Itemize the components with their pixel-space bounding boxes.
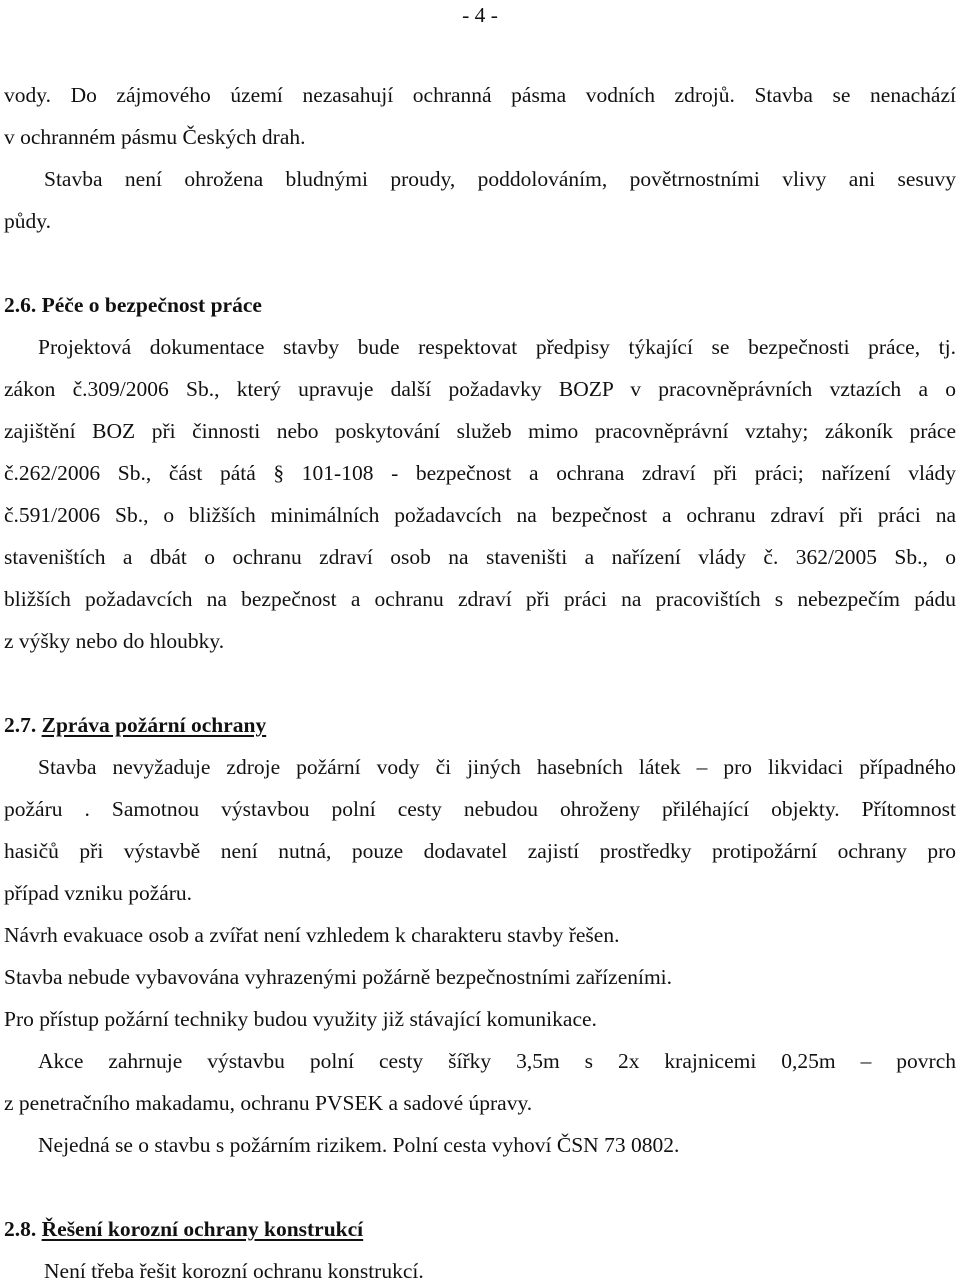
- text-line: č.591/2006 Sb., o bližších minimálních požadavcích na bezpečnost a ochranu zdraví při práci na: [4, 503, 956, 527]
- text-line: Akce zahrnuje výstavbu polní cesty šířky 3,5m s 2x krajnicemi 0,25m – povrch: [38, 1049, 956, 1073]
- text-line: z penetračního makadamu, ochranu PVSEK a sadové úpravy.: [4, 1091, 533, 1115]
- section-number: 2.7.: [4, 713, 37, 737]
- section-number: 2.8.: [4, 1217, 37, 1241]
- section-title: Zpráva požární ochrany: [41, 713, 267, 737]
- text-line: vody. Do zájmového území nezasahují ochranná pásma vodních zdrojů. Stavba se nenachází: [4, 83, 956, 107]
- section-title: Péče o bezpečnost práce: [41, 293, 262, 317]
- section-heading-2-8: [4, 1216, 956, 1242]
- section-number: 2.6.: [4, 293, 37, 317]
- text-line: bližších požadavcích na bezpečnost a ochranu zdraví při práci na pracovištích s nebezpečím pádu: [4, 587, 956, 611]
- text-line: z výšky nebo do hloubky.: [4, 629, 225, 653]
- text-line: Návrh evakuace osob a zvířat není vzhledem k charakteru stavby řešen.: [4, 923, 620, 947]
- text-line: případ vzniku požáru.: [4, 881, 193, 905]
- text-line: hasičů při výstavbě není nutná, pouze dodavatel zajistí prostředky protipožární ochrany pro: [4, 839, 956, 863]
- text-line: Projektová dokumentace stavby bude respektovat předpisy týkající se bezpečnosti práce, tj.: [38, 335, 956, 359]
- text-line: v ochranném pásmu Českých drah.: [4, 125, 306, 149]
- text-line: Stavba nebude vybavována vyhrazenými požárně bezpečnostními zařízeními.: [4, 965, 673, 989]
- text-line: Není třeba řešit korozní ochranu konstrukcí.: [44, 1259, 424, 1283]
- text-line: zajištění BOZ při činnosti nebo poskytování služeb mimo pracovněprávní vztahy; zákoník práce: [4, 419, 956, 443]
- text-line: půdy.: [4, 209, 51, 233]
- section-heading-2-7: [4, 712, 956, 738]
- page-number: - 4 -: [462, 3, 498, 27]
- text-line: Stavba není ohrožena bludnými proudy, poddolováním, povětrnostními vlivy ani sesuvy: [44, 167, 956, 191]
- text-line: Pro přístup požární techniky budou využity již stávající komunikace.: [4, 1007, 597, 1031]
- section-title: Řešení korozní ochrany konstrukcí: [41, 1217, 364, 1241]
- text-line: č.262/2006 Sb., část pátá § 101-108 - bezpečnost a ochrana zdraví při práci; nařízení vlády: [4, 461, 956, 485]
- text-line: Stavba nevyžaduje zdroje požární vody či jiných hasebních látek – pro likvidaci případného: [38, 755, 956, 779]
- text-line: požáru . Samotnou výstavbou polní cesty nebudou ohroženy přiléhající objekty. Přítomnost: [4, 797, 956, 821]
- section-heading-2-6: [4, 292, 956, 318]
- text-line: Nejedná se o stavbu s požárním rizikem. Polní cesta vyhoví ČSN 73 0802.: [38, 1133, 680, 1157]
- text-line: staveništích a dbát o ochranu zdraví osob na staveništi a nařízení vlády č. 362/2005 Sb., o: [4, 545, 956, 569]
- text-line: zákon č.309/2006 Sb., který upravuje další požadavky BOZP v pracovněprávních vztazích a o: [4, 377, 956, 401]
